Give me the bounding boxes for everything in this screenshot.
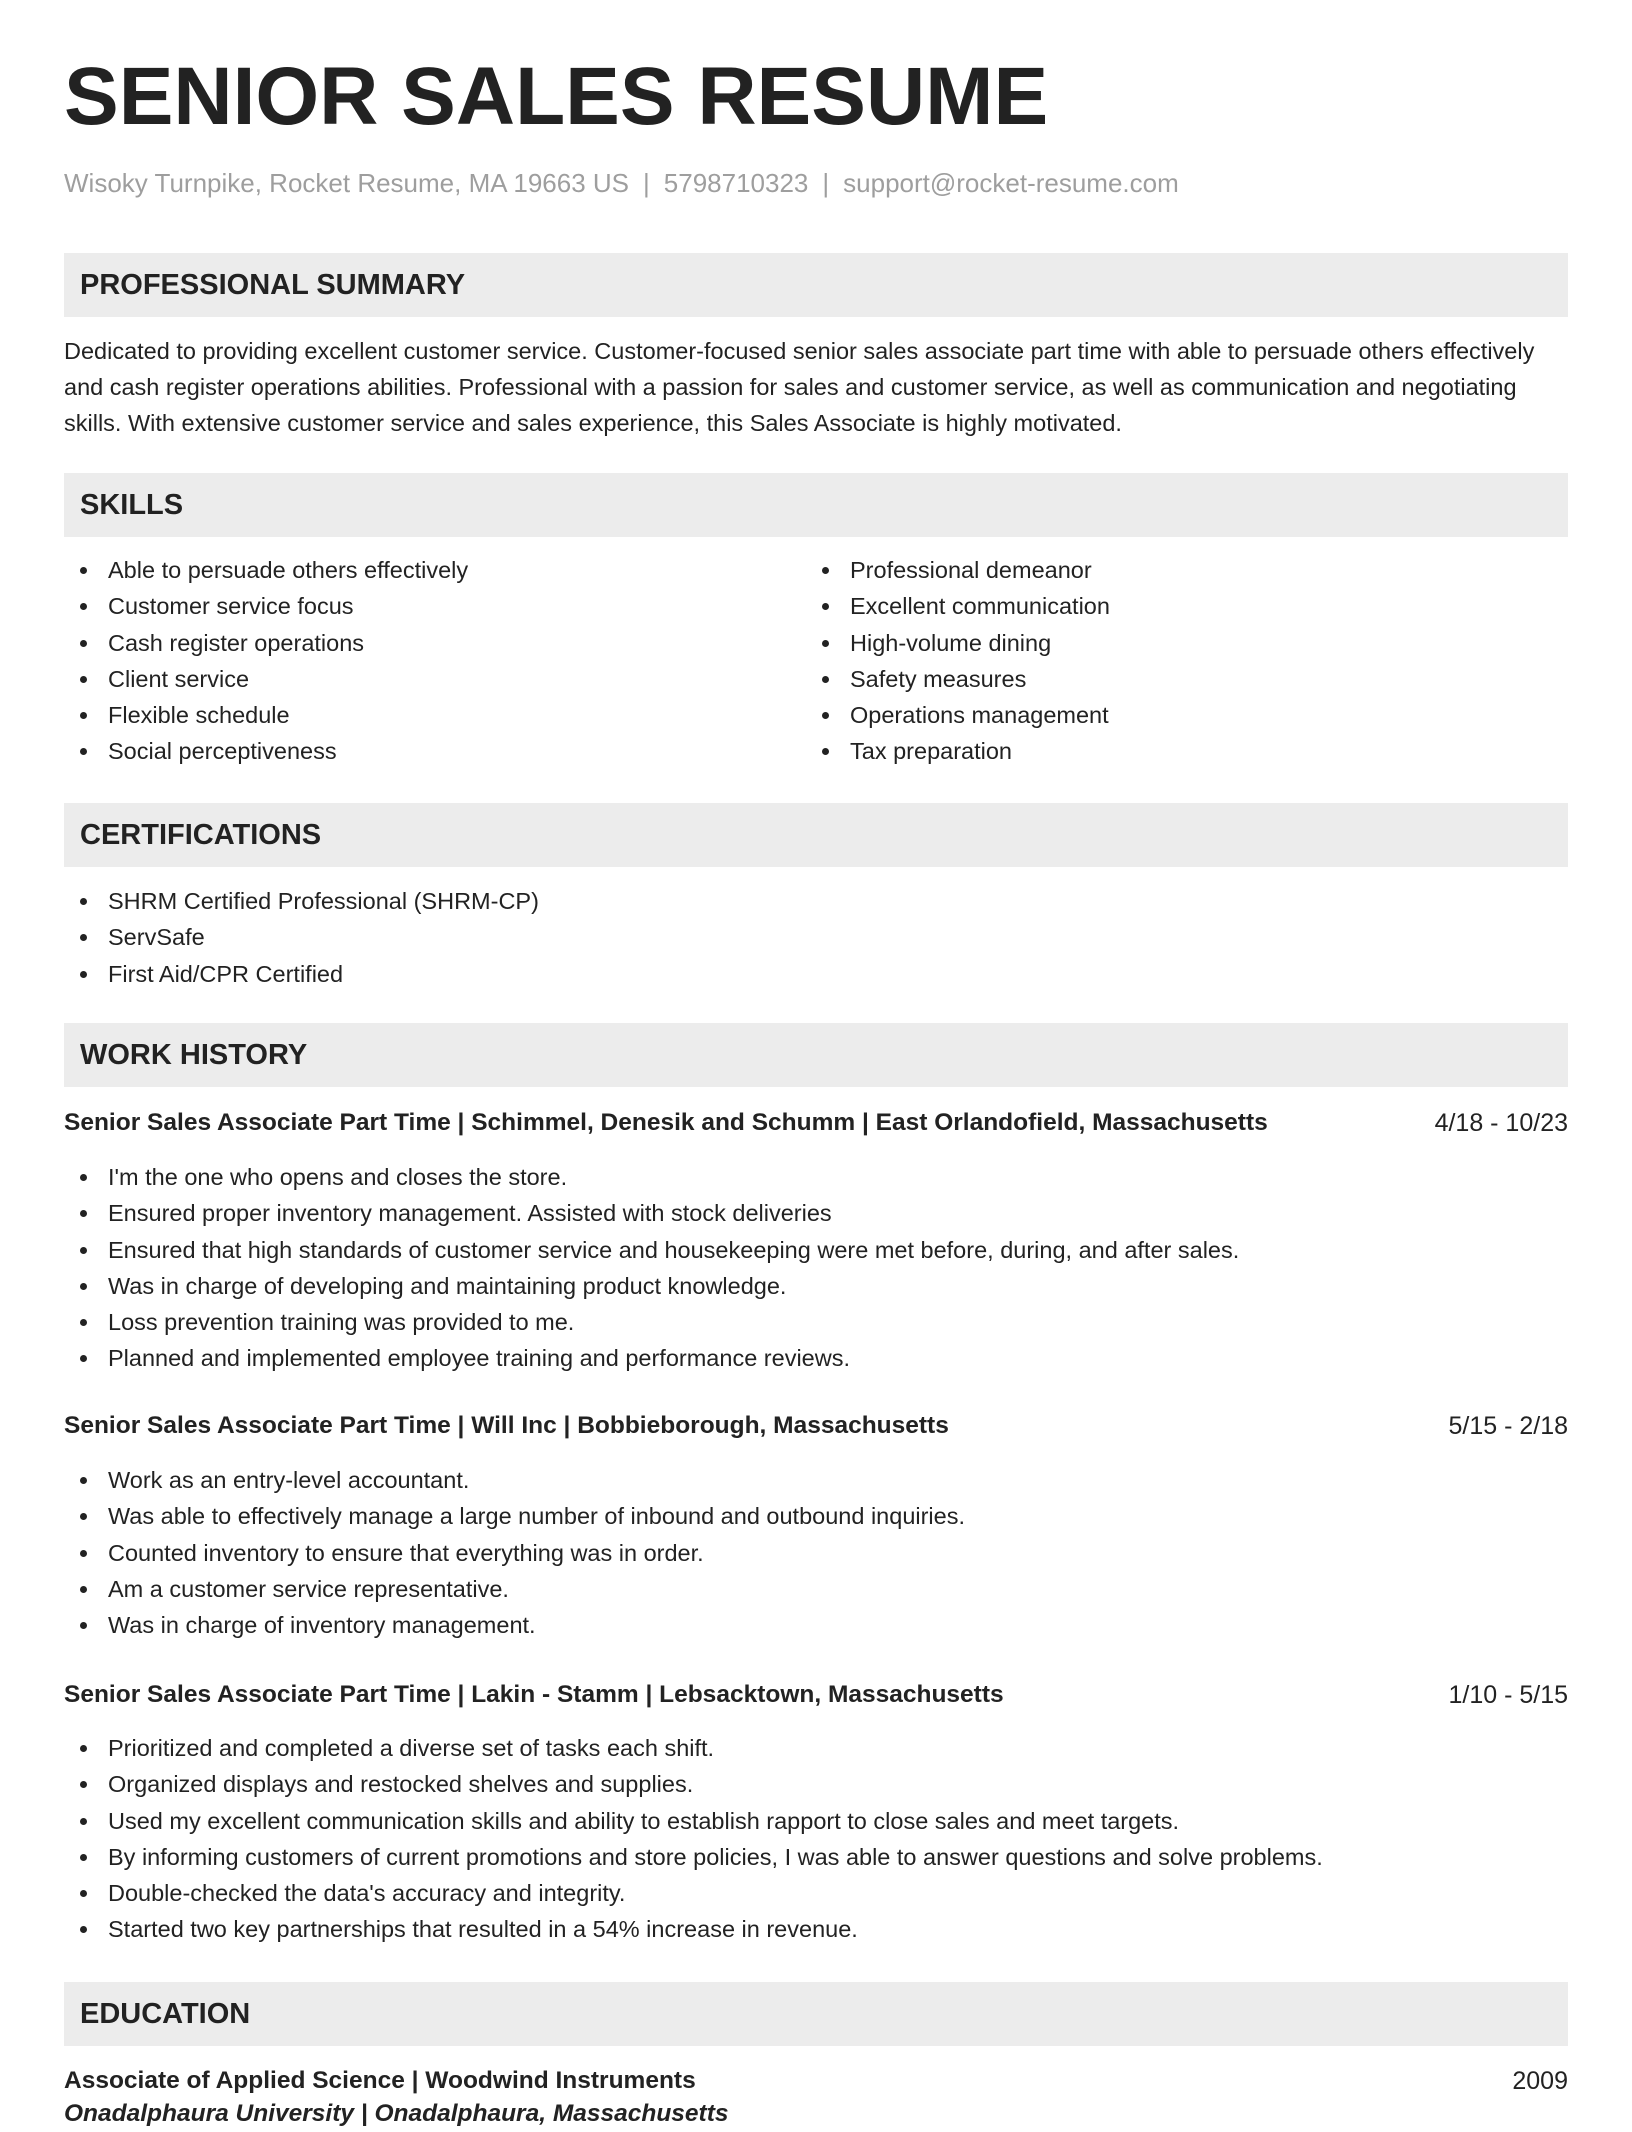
job-bullet: By informing customers of current promotions and store policies, I was able to answer questions and solve problems. [64, 1839, 1568, 1875]
job-bullet: Prioritized and completed a diverse set of tasks each shift. [64, 1730, 1568, 1766]
job-dates: 5/15 - 2/18 [1448, 1412, 1568, 1440]
skill-item: Able to persuade others effectively [64, 552, 804, 588]
job-bullet: Organized displays and restocked shelves and supplies. [64, 1766, 1568, 1802]
job-bullet: Work as an entry-level accountant. [64, 1462, 1568, 1498]
job-title-line: Senior Sales Associate Part Time | Will Inc | Bobbieborough, Massachusetts [64, 1412, 949, 1439]
job-title-line: Senior Sales Associate Part Time | Schimmel, Denesik and Schumm | East Orlandofield, Massachusetts [64, 1109, 1268, 1136]
skill-item: Excellent communication [806, 588, 1546, 624]
skill-item: Tax preparation [806, 733, 1546, 769]
job-bullet: Was in charge of developing and maintaining product knowledge. [64, 1268, 1568, 1304]
contact-phone: 5798710323 [663, 168, 809, 198]
job-bullet: Used my excellent communication skills and ability to establish rapport to close sales and meet targets. [64, 1803, 1568, 1839]
summary-heading: PROFESSIONAL SUMMARY [64, 253, 1568, 317]
contact-email: support@rocket-resume.com [843, 168, 1179, 198]
job-dates: 1/10 - 5/15 [1448, 1681, 1568, 1709]
job-bullet: Counted inventory to ensure that everything was in order. [64, 1535, 1568, 1571]
job-bullet: Planned and implemented employee training and performance reviews. [64, 1340, 1568, 1376]
job-bullet: Ensured that high standards of customer service and housekeeping were met before, during, and after sales. [64, 1232, 1568, 1268]
education-heading: EDUCATION [64, 1982, 1568, 2046]
education-year: 2009 [1512, 2067, 1568, 2095]
job-bullets [64, 1730, 1568, 1948]
resume-title: SENIOR SALES RESUME [64, 51, 1049, 142]
skill-item: Safety measures [806, 661, 1546, 697]
job-bullets [64, 1159, 1568, 1377]
skill-item: Social perceptiveness [64, 733, 804, 769]
skills-list-left [64, 552, 804, 770]
skill-item: Customer service focus [64, 588, 804, 624]
skills-heading: SKILLS [64, 473, 1568, 537]
work-history-heading: WORK HISTORY [64, 1023, 1568, 1087]
skill-item: Cash register operations [64, 625, 804, 661]
job-bullet: Started two key partnerships that resulted in a 54% increase in revenue. [64, 1911, 1568, 1947]
certifications-heading: CERTIFICATIONS [64, 803, 1568, 867]
job-bullet: Was able to effectively manage a large number of inbound and outbound inquiries. [64, 1498, 1568, 1534]
job-title-line: Senior Sales Associate Part Time | Lakin - Stamm | Lebsacktown, Massachusetts [64, 1681, 1004, 1708]
skill-item: High-volume dining [806, 625, 1546, 661]
certification-item: First Aid/CPR Certified [64, 956, 1568, 992]
skill-item: Operations management [806, 697, 1546, 733]
certifications-list [64, 883, 1568, 992]
summary-text: Dedicated to providing excellent customer service. Customer-focused senior sales associate part time with able to persuade others effectively and cash register operations abilities. Professional with a passion for sales and customer service, as well as communication and negotiating skills. With extensive customer service and sales experience, this Sales Associate is highly motivated. [64, 338, 1535, 436]
contact-separator: | [643, 168, 650, 198]
resume-page [64, 0, 1568, 2127]
skill-item: Client service [64, 661, 804, 697]
skills-list-right [806, 552, 1546, 770]
job-bullet: Was in charge of inventory management. [64, 1607, 1568, 1643]
job-bullet: Loss prevention training was provided to me. [64, 1304, 1568, 1340]
job-dates: 4/18 - 10/23 [1434, 1109, 1568, 1137]
certification-item: SHRM Certified Professional (SHRM-CP) [64, 883, 1568, 919]
education-school: Onadalphaura University | Onadalphaura, Massachusetts [64, 2100, 729, 2127]
job-bullet: Double-checked the data's accuracy and integrity. [64, 1875, 1568, 1911]
job-bullet: Am a customer service representative. [64, 1571, 1568, 1607]
skill-item: Flexible schedule [64, 697, 804, 733]
job-bullets [64, 1462, 1568, 1643]
contact-address: Wisoky Turnpike, Rocket Resume, MA 19663 US [64, 168, 630, 198]
contact-separator: | [822, 168, 830, 198]
job-bullet: Ensured proper inventory management. Assisted with stock deliveries [64, 1195, 1568, 1231]
education-degree: Associate of Applied Science | Woodwind Instruments [64, 2067, 696, 2094]
skill-item: Professional demeanor [806, 552, 1546, 588]
certification-item: ServSafe [64, 919, 1568, 955]
job-bullet: I'm the one who opens and closes the store. [64, 1159, 1568, 1195]
contact-line [64, 168, 1179, 199]
